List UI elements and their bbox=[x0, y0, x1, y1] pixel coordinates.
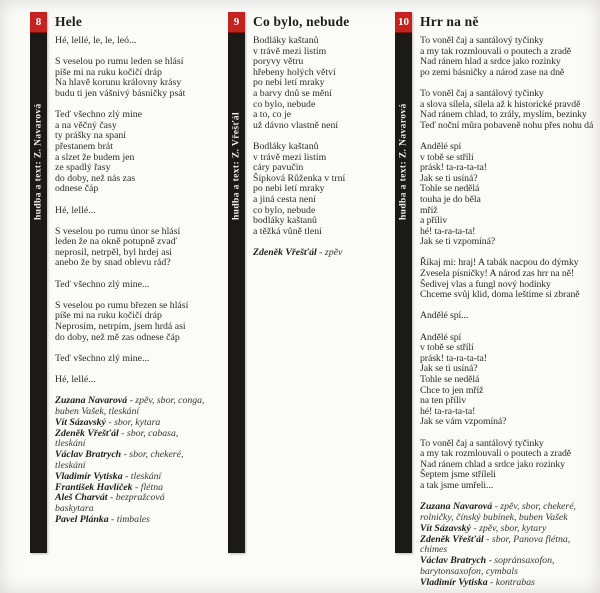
lyric-line: a barvy dnů se mění bbox=[253, 87, 332, 99]
song-credits bbox=[420, 502, 598, 588]
lyric-line: Andělé spí bbox=[420, 331, 462, 343]
lyric-line: leden že na okně potupně zvaď bbox=[55, 236, 177, 248]
track-number: 10 bbox=[398, 16, 409, 28]
lyric-line: poryvy větru bbox=[253, 56, 304, 68]
lyric-stanza bbox=[55, 375, 205, 386]
lyric-line: do doby, než mě zas odnese čáp bbox=[55, 331, 180, 343]
lyric-stanza bbox=[55, 57, 205, 99]
song-title: Co bylo, nebude bbox=[253, 14, 350, 29]
lyric-line: To voněl čaj a santálový tyčinky bbox=[420, 87, 544, 99]
lyric-line: a na věčný časy bbox=[55, 119, 117, 131]
lyric-line: píše mi na ruku kočičí dráp bbox=[55, 66, 162, 78]
credit-row bbox=[420, 556, 598, 578]
musician-name: Václav Bratrych bbox=[420, 555, 487, 567]
credit-row bbox=[420, 535, 598, 557]
lyric-line: Hé, lellé... bbox=[55, 374, 96, 385]
musician-name: František Havlíček bbox=[55, 481, 133, 493]
musician-name: Vladimír Vytiska bbox=[55, 470, 123, 482]
lyric-stanza bbox=[420, 142, 598, 248]
musician-name: Zuzana Navarová bbox=[420, 501, 493, 513]
credit-row bbox=[55, 493, 205, 515]
lyric-line: Andělé spí... bbox=[420, 310, 469, 322]
lyric-line: touha je do běla bbox=[420, 193, 481, 205]
lyric-line: píše mi na ruku kočičí dráp bbox=[55, 310, 162, 322]
musician-role: - zpěv, sbor, conga, buben Vašek, tleskání bbox=[55, 395, 205, 417]
lyric-line: bodláky kaštanů bbox=[253, 215, 317, 227]
musician-name: Zdeněk Vřešťál bbox=[253, 246, 317, 258]
sidebar-credit-label: hudba a text: Z. Vřešťál bbox=[231, 111, 242, 220]
musician-role: - bezpražcová baskytara bbox=[55, 492, 165, 515]
musician-role: - sbor, kytara bbox=[105, 416, 161, 428]
lyric-line: a my tak rozmlouvali o poutech a zradě bbox=[420, 448, 571, 460]
credit-row bbox=[55, 396, 205, 418]
lyric-line: Šeptem jsme stříleli bbox=[420, 469, 496, 481]
lyric-line: do doby, než nás zas bbox=[55, 172, 136, 184]
lyric-line: Chce to jen mříž bbox=[420, 384, 484, 396]
musician-name: Václav Bratrych bbox=[55, 449, 122, 461]
musician-role: - timbales bbox=[108, 513, 150, 525]
lyric-line: prásk! ta-ra-ta-ta! bbox=[420, 352, 487, 364]
lyric-line: Teď všechno zlý mine... bbox=[55, 352, 150, 364]
lyric-line: a slova sílela, sílela až k historické pravdě bbox=[420, 98, 581, 110]
musician-role: - zpěv, sbor, chekeré, rolničky, čínský bubínek, buben Vašek bbox=[420, 501, 577, 523]
lyric-line: a jiná cesta není bbox=[253, 193, 316, 205]
lyric-stanza bbox=[420, 439, 598, 492]
credit-row bbox=[55, 450, 205, 472]
song-title: Hrr na ně bbox=[420, 14, 479, 29]
lyric-stanza bbox=[253, 36, 403, 131]
lyric-line: cáry pavučin bbox=[253, 162, 304, 174]
lyric-line: hé! ta-ra-ta-ta! bbox=[420, 225, 476, 237]
lyric-line: a to, co je bbox=[253, 109, 292, 121]
lyric-line: hé! ta-ra-ta-ta! bbox=[420, 405, 476, 417]
track-number-badge bbox=[30, 12, 47, 33]
lyric-stanza bbox=[55, 110, 205, 195]
lyric-line: mříž bbox=[420, 204, 438, 216]
lyric-line: v trávě mezi listím bbox=[253, 151, 327, 163]
lyric-line: Zvesela písničky! A národ zas hrr na ně! bbox=[420, 268, 575, 280]
musician-role: - tleskání bbox=[122, 470, 162, 482]
musician-role: - zpěv, sbor, kytary bbox=[470, 522, 547, 534]
song-credits bbox=[55, 396, 205, 526]
lyric-line: Šedivej vlas a fungl nový hodinky bbox=[420, 278, 551, 290]
track-number-badge bbox=[395, 12, 412, 33]
track-number: 8 bbox=[35, 16, 42, 28]
lyric-line: Na hlavě korunu královny krásy bbox=[55, 77, 182, 89]
lyric-line: Jak se ti usíná? bbox=[420, 172, 478, 184]
lyric-line: Teď noční můra pobaveně nohu přes nohu dá bbox=[420, 119, 594, 131]
lyric-stanza bbox=[253, 142, 403, 237]
lyric-line: Chceme svůj klid, doma leštíme si zbraně bbox=[420, 289, 580, 301]
song-credits bbox=[253, 248, 403, 259]
sidebar-bar bbox=[228, 12, 245, 553]
lyric-line: To voněl čaj a santálový tyčinky bbox=[420, 437, 544, 449]
lyric-line: Nad ránem hlad a srdce jako rozinky bbox=[420, 56, 561, 68]
lyric-line: ze spadlý řasy bbox=[55, 162, 111, 174]
lyric-line: odnese čáp bbox=[55, 183, 99, 195]
track-number: 9 bbox=[233, 16, 240, 28]
lyric-line: S veselou po rumu leden se hlásí bbox=[55, 56, 184, 68]
lyric-line: Teď všechno zlý mine... bbox=[55, 278, 150, 290]
sidebar-bar bbox=[30, 12, 47, 553]
lyric-stanza bbox=[55, 36, 205, 47]
lyric-line: Hé, lellé... bbox=[55, 204, 96, 216]
song-lyrics bbox=[55, 36, 205, 386]
musician-name: Vladimír Vytiska bbox=[420, 576, 488, 588]
lyric-line: a slzet že budem jen bbox=[55, 151, 135, 163]
musician-role: - sbor, chekeré, tleskání bbox=[55, 449, 184, 471]
lyric-line: prásk! ta-ra-ta-ta! bbox=[420, 162, 487, 174]
song-lyrics bbox=[253, 36, 403, 237]
lyric-line: To voněl čaj a santálový tyčinky bbox=[420, 35, 544, 46]
musician-role: - sbor, Panova flétna, chimes bbox=[420, 533, 571, 556]
musician-name: Vít Sázavský bbox=[420, 522, 471, 534]
lyric-line: co bylo, nebude bbox=[253, 204, 316, 216]
lyric-line: přestanem brát bbox=[55, 140, 113, 152]
lyric-line: po nebi letí mraky bbox=[253, 77, 325, 89]
credit-row bbox=[253, 248, 403, 259]
musician-name: Zdeněk Vřešťál bbox=[55, 427, 119, 439]
lyric-line: Jak se ti vzpomíná? bbox=[420, 236, 496, 248]
song-lyrics bbox=[420, 36, 598, 492]
lyric-stanza bbox=[55, 206, 205, 217]
lyric-line: neprosil, netrpěl, byl hrdej asi bbox=[55, 246, 172, 258]
credit-row bbox=[55, 515, 205, 526]
lyric-line: v tobě se střílí bbox=[420, 151, 474, 163]
musician-name: Vít Sázavský bbox=[55, 416, 106, 428]
song-content bbox=[420, 14, 598, 589]
lyric-stanza bbox=[420, 89, 598, 131]
lyric-line: Tohle se nedělá bbox=[420, 374, 480, 385]
lyric-line: Teď všechno zlý mine bbox=[55, 109, 142, 121]
lyric-line: co bylo, nebude bbox=[253, 98, 316, 110]
track-column-8 bbox=[0, 0, 205, 593]
sidebar-credit-label: hudba a text: Z. Navarová bbox=[33, 103, 44, 220]
musician-name: Pavel Plánka bbox=[55, 513, 109, 525]
lyric-stanza bbox=[55, 301, 205, 343]
lyric-line: Šípková Růženka v trní bbox=[253, 172, 346, 184]
lyric-stanza bbox=[420, 36, 598, 78]
track-column-9 bbox=[205, 0, 390, 593]
lyric-stanza bbox=[55, 227, 205, 269]
song-content bbox=[55, 14, 205, 526]
lyric-line: v trávě mezi listím bbox=[253, 45, 327, 57]
lyric-line: po nebi letí mraky bbox=[253, 183, 325, 195]
lyric-line: Bodláky kaštanů bbox=[253, 35, 319, 46]
lyric-line: po zemi básničky a národ zase na dně bbox=[420, 66, 565, 78]
sidebar-bar bbox=[395, 12, 412, 553]
musician-name: Aleš Charvát bbox=[55, 492, 108, 504]
lyric-line: Andělé spí bbox=[420, 140, 462, 152]
lyric-line: Nad ránem chlad a srdce jako rozinky bbox=[420, 458, 565, 470]
track-number-badge bbox=[228, 12, 245, 33]
lyric-line: Říkaj mi: hraj! A tabák nacpou do dýmky bbox=[420, 257, 579, 269]
track-column-10 bbox=[390, 0, 600, 593]
musician-role: - flétna bbox=[132, 481, 164, 493]
lyric-stanza bbox=[55, 354, 205, 365]
lyric-line: Neprosím, netrpím, jsem hrdá asi bbox=[55, 321, 186, 333]
lyric-line: Hé, lellé, le, le, leó... bbox=[55, 35, 137, 46]
credit-row bbox=[420, 502, 598, 524]
credit-row bbox=[420, 578, 598, 589]
lyric-line: budu ti jen vášnivý básničky psát bbox=[55, 87, 186, 99]
lyric-line: Jak se vám vzpomíná? bbox=[420, 416, 507, 428]
sidebar-credit-label: hudba a text: Z. Navarová bbox=[398, 103, 409, 220]
lyric-line: hřebeny holých větví bbox=[253, 66, 336, 78]
lyric-line: v tobě se střílí bbox=[420, 342, 474, 354]
musician-name: Zdeněk Vřešťál bbox=[420, 533, 484, 545]
lyric-line: a tak jsme umřeli... bbox=[420, 479, 494, 491]
lyric-line: Jak se ti usíná? bbox=[420, 363, 478, 375]
musician-role: - kontrabas bbox=[487, 576, 535, 588]
musician-role: - sbor, cabasa, tleskání bbox=[55, 427, 179, 450]
lyric-line: anebo že by snad oblevu rád? bbox=[55, 257, 171, 269]
credit-row bbox=[55, 429, 205, 451]
lyric-line: Tohle se nedělá bbox=[420, 183, 480, 195]
lyric-line: a těžká vůně tlení bbox=[253, 225, 322, 237]
musician-name: Zuzana Navarová bbox=[55, 395, 128, 407]
lyric-line: Bodláky kaštanů bbox=[253, 140, 319, 152]
musician-role: - zpěv bbox=[316, 246, 343, 258]
lyric-line: na ten příliv bbox=[420, 395, 467, 407]
lyric-stanza bbox=[420, 333, 598, 428]
lyric-line: ty prášky na spaní bbox=[55, 130, 127, 142]
lyric-line: a my tak rozmlouvali o poutech a zradě bbox=[420, 45, 571, 57]
musician-role: - sopránsaxofon, barytonsaxofon, cymbals bbox=[420, 555, 555, 577]
lyric-stanza bbox=[55, 280, 205, 291]
lyric-line: S veselou po rumu únor se hlásí bbox=[55, 225, 181, 237]
lyric-line: a příliv bbox=[420, 215, 448, 227]
lyric-line: S veselou po rumu březen se hlásí bbox=[55, 299, 189, 311]
song-content bbox=[253, 14, 403, 259]
song-title: Hele bbox=[55, 14, 83, 29]
lyric-stanza bbox=[420, 258, 598, 300]
lyric-stanza bbox=[420, 311, 598, 322]
lyric-line: Nad ránem chlad, to zrály, myslím, bezinky bbox=[420, 109, 587, 121]
lyric-line: už dávno vlastně není bbox=[253, 119, 339, 131]
